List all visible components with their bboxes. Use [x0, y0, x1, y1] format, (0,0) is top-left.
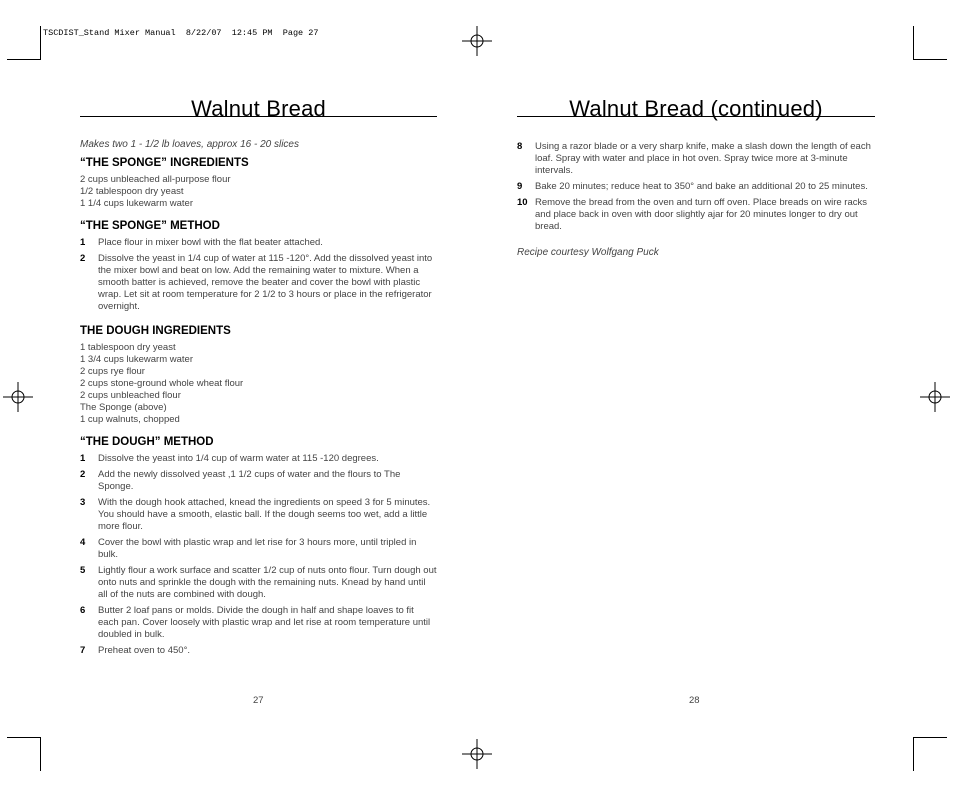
step-text: Cover the bowl with plastic wrap and let rise for 3 hours more, until tripled in bulk.	[98, 537, 417, 560]
right-page	[517, 96, 875, 258]
dough-method-steps	[80, 453, 437, 657]
step-number: 4	[80, 537, 86, 548]
registration-mark-right	[920, 382, 950, 412]
step-number: 8	[517, 141, 523, 152]
crop-mark	[913, 737, 947, 738]
crop-mark	[7, 737, 41, 738]
recipe-credit: Recipe courtesy Wolfgang Puck	[517, 247, 659, 258]
crop-mark	[40, 737, 41, 771]
ingredient: 1 1/4 cups lukewarm water	[80, 198, 193, 209]
step-number: 5	[80, 565, 86, 576]
step-text: Dissolve the yeast into 1/4 cup of warm water at 115 -120 degrees.	[98, 453, 379, 464]
page-number-right: 28	[689, 695, 700, 706]
step	[80, 537, 437, 561]
crop-mark	[913, 26, 914, 60]
step	[80, 453, 437, 465]
step-text: Place flour in mixer bowl with the flat beater attached.	[98, 237, 323, 248]
step-text: Dissolve the yeast in 1/4 cup of water at 115 -120°. Add the dissolved yeast into the mixer bowl and beat on low. Add the remaining water to mixture. When a smooth batter is achieved, remove the beater and cover the bowl with plastic wrap. Let sit at room temperature for 2 1/2 to 3 hours or place in the refrigerator overnight.	[98, 253, 433, 312]
step-text: Preheat oven to 450°.	[98, 645, 191, 656]
dough-ingredients-heading: THE DOUGH INGREDIENTS	[80, 325, 231, 337]
step	[80, 565, 437, 601]
left-page	[80, 96, 437, 661]
step	[80, 645, 437, 657]
step	[517, 141, 875, 177]
sponge-method-steps	[80, 237, 437, 313]
step-text: Add the newly dissolved yeast ,1 1/2 cups of water and the flours to The Sponge.	[98, 469, 401, 492]
page-title: Walnut Bread	[191, 96, 326, 121]
ingredient: 1 tablespoon dry yeast	[80, 342, 176, 353]
step	[80, 605, 437, 641]
step	[80, 497, 437, 533]
step-text: Lightly flour a work surface and scatter 1/2 cup of nuts onto flour. Turn dough out onto nuts and sprinkle the dough with the remaining nuts. Knead by hand until all of the nuts are combined with dough.	[98, 565, 437, 600]
ingredient: 1 3/4 cups lukewarm water	[80, 354, 193, 365]
crop-mark	[7, 59, 41, 60]
crop-mark	[913, 737, 914, 771]
step-number: 2	[80, 253, 86, 264]
sponge-ingredients-list	[80, 174, 437, 210]
step-number: 6	[80, 605, 86, 616]
step	[517, 181, 875, 193]
ingredient: 2 cups rye flour	[80, 366, 145, 377]
ingredient: 2 cups unbleached flour	[80, 390, 181, 401]
dough-method-heading: “THE DOUGH” METHOD	[80, 436, 214, 448]
step-text: Bake 20 minutes; reduce heat to 350° and bake an additional 20 to 25 minutes.	[535, 181, 868, 192]
registration-mark-top	[462, 26, 492, 56]
page-number-left: 27	[253, 695, 264, 706]
step-number: 3	[80, 497, 86, 508]
registration-mark-bottom	[462, 739, 492, 769]
yield-note: Makes two 1 - 1/2 lb loaves, approx 16 - 20 slices	[80, 139, 299, 150]
step	[80, 237, 437, 249]
dough-ingredients-list	[80, 342, 437, 426]
step-number: 2	[80, 469, 86, 480]
continued-steps	[517, 141, 875, 233]
step	[80, 469, 437, 493]
page-title: Walnut Bread (continued)	[569, 96, 823, 121]
step-number: 10	[517, 197, 528, 208]
step-number: 1	[80, 453, 86, 464]
crop-mark	[913, 59, 947, 60]
step-text: Using a razor blade or a very sharp knife, make a slash down the length of each loaf. Spray with water and place in hot oven. Spray twice more at 3-minute intervals.	[535, 141, 871, 176]
step-number: 9	[517, 181, 523, 192]
registration-mark-left	[3, 382, 33, 412]
step-number: 7	[80, 645, 86, 656]
ingredient: 2 cups unbleached all-purpose flour	[80, 174, 231, 185]
ingredient: 2 cups stone-ground whole wheat flour	[80, 378, 244, 389]
crop-mark	[40, 26, 41, 60]
step-text: Remove the bread from the oven and turn off oven. Place breads on wire racks and place back in oven with door slightly ajar for 20 minutes longer to dry out bread.	[535, 197, 867, 232]
slug-line: TSCDIST_Stand Mixer Manual 8/22/07 12:45 PM Page 27	[43, 28, 319, 38]
step-text: With the dough hook attached, knead the ingredients on speed 3 for 5 minutes. You should have a smooth, elastic ball. If the dough seems too wet, add a little more flour.	[98, 497, 431, 532]
ingredient: The Sponge (above)	[80, 402, 167, 413]
step	[80, 253, 437, 313]
step	[517, 197, 875, 233]
ingredient: 1 cup walnuts, chopped	[80, 414, 180, 425]
step-number: 1	[80, 237, 86, 248]
sponge-ingredients-heading: “THE SPONGE” INGREDIENTS	[80, 157, 249, 169]
step-text: Butter 2 loaf pans or molds. Divide the dough in half and shape loaves to fit each pan. Cover loosely with plastic wrap and let rise at room temperature until doubled in bulk.	[98, 605, 431, 640]
sponge-method-heading: “THE SPONGE” METHOD	[80, 220, 220, 232]
ingredient: 1/2 tablespoon dry yeast	[80, 186, 184, 197]
